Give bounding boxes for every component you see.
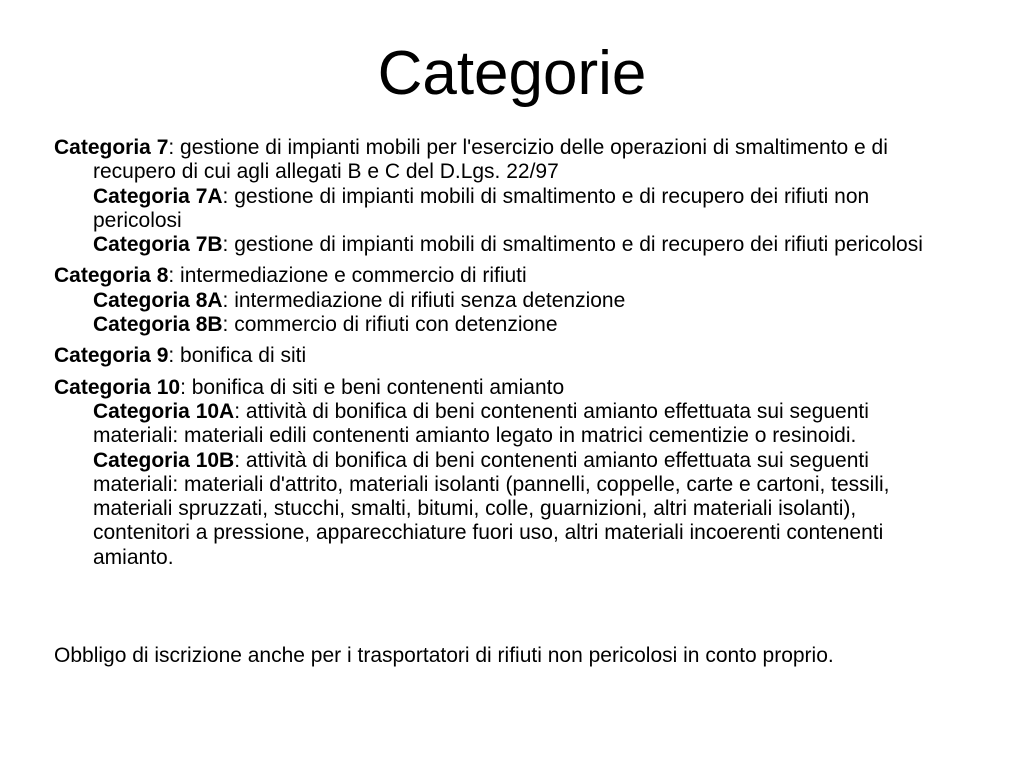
category-8a — [93, 289, 954, 313]
category-10a — [93, 400, 954, 449]
category-7b — [93, 233, 954, 257]
category-10-text: : bonifica di siti e beni contenenti amianto — [180, 375, 565, 399]
category-8b-label: Categoria 8B — [93, 313, 223, 337]
category-7 — [54, 136, 954, 257]
category-7a — [93, 185, 954, 234]
category-8a-label: Categoria 8A — [93, 288, 223, 312]
slide-content — [54, 136, 954, 675]
spacer — [54, 577, 954, 644]
category-8 — [54, 264, 954, 337]
category-8-text: : intermediazione e commercio di rifiuti — [168, 264, 527, 288]
category-8b — [93, 313, 954, 337]
category-10a-label: Categoria 10A — [93, 399, 235, 423]
category-9 — [54, 344, 954, 368]
slide-title: Categorie — [377, 39, 647, 108]
registration-note: Obbligo di iscrizione anche per i trasportatori di rifiuti non pericolosi in conto proprio. — [54, 644, 834, 668]
category-8-label: Categoria 8 — [54, 264, 169, 288]
category-7a-label: Categoria 7A — [93, 184, 223, 208]
category-8a-text: : intermediazione di rifiuti senza detenzione — [222, 288, 626, 312]
category-7a-text: : gestione di impianti mobili di smaltimento e di recupero dei rifiuti non pericolosi — [93, 184, 870, 232]
category-7b-label: Categoria 7B — [93, 233, 223, 257]
category-10 — [54, 376, 954, 570]
category-10a-text: : attività di bonifica di beni contenenti amianto effettuata sui seguenti materiali: materiali edili contenenti amianto legato in matrici cementizie o resinoidi. — [93, 399, 869, 448]
category-9-text: : bonifica di siti — [168, 344, 307, 368]
category-8b-text: : commercio di rifiuti con detenzione — [222, 313, 558, 337]
category-7b-text: : gestione di impianti mobili di smaltimento e di recupero dei rifiuti pericolosi — [222, 233, 923, 257]
category-10b-text: : attività di bonifica di beni contenenti amianto effettuata sui seguenti materiali: materiali d'attrito, materiali isolanti (pannelli, coppelle, carte e cartoni, tessili, materiali spruzzati, stucchi, smalti, bitumi, colle, guarnizioni, altri materiali isolanti), contenitori a pressione, apparecchiature fuori uso, altri materiali incoerenti contenenti amianto. — [93, 448, 890, 569]
category-7-text: : gestione di impianti mobili per l'esercizio delle operazioni di smaltimento e di recupero di cui agli allegati B e C del D.Lgs. 22/97 — [93, 136, 888, 184]
category-10-label: Categoria 10 — [54, 375, 181, 399]
category-7-label: Categoria 7 — [54, 136, 169, 159]
category-10b-label: Categoria 10B — [93, 448, 235, 472]
category-9-label: Categoria 9 — [54, 344, 169, 368]
category-10b — [93, 449, 954, 570]
